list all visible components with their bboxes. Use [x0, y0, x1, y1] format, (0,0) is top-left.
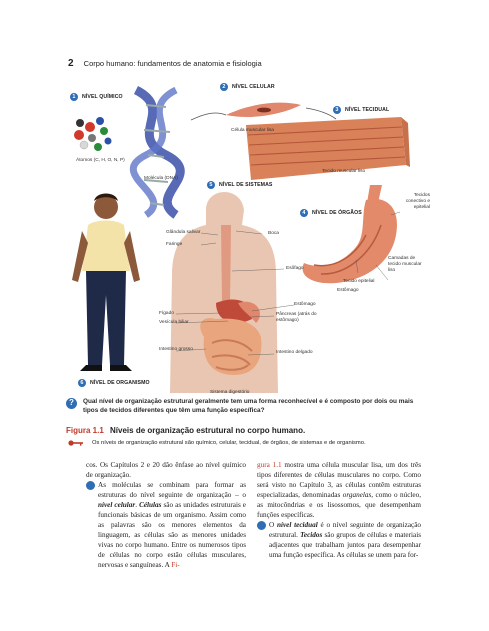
running-header — [68, 58, 262, 69]
label-digestive-system: Sistema digestório — [210, 390, 250, 395]
figure-caption — [68, 440, 366, 446]
figure-caption-text: Os níveis de organização estrutural são químico, celular, tecidual, de órgãos, de sistemas e de organismo. — [92, 440, 366, 446]
figure-reference-link[interactable]: gura 1.1 — [257, 461, 282, 469]
label-dna: Molécula (DNA) — [144, 176, 178, 181]
muscle-cell-illustration — [226, 103, 301, 117]
level-label: NÍVEL QUÍMICO — [82, 94, 123, 100]
boy-illustration — [72, 194, 140, 372]
label-connective: Tecidos conectivo e epitelial — [405, 193, 430, 210]
label-salivary: Glândula salivar — [166, 230, 201, 235]
label-atoms: Átomos (C, H, O, N, P) — [76, 158, 125, 163]
paragraph: gura 1.1 mostra uma célula muscular lisa, um dos três tipos diferentes de células musculares no corpo. Como será visto no Capítulo 3, as células contêm estruturas especializadas, denominadas organelas, como o núcleo, as mitocôndrias e os lisossomos, que desempenham funções específicas. — [257, 461, 421, 519]
running-title: Corpo humano: fundamentos de anatomia e fisiologia — [83, 59, 262, 68]
level-number-badge: 3 — [333, 106, 341, 114]
paragraph: 2 As moléculas se combinam para formar as estruturas do nível seguinte de organização – o nível celular. Células são as unidades estruturais e funcionais básicas de um organismo. Assim como as palavras são os menores elementos da linguagem, as células são as menores unidades vivas no corpo humano. Entre os numerosos tipos de células no corpo estão células musculares, nervosas e sanguíneas. A Fi- — [78, 481, 246, 569]
level-cellular — [220, 83, 275, 91]
figure-title-text: Níveis de organização estrutural no corpo humano. — [110, 426, 306, 435]
label-pharynx: Faringe — [166, 242, 183, 247]
torso-illustration — [170, 192, 278, 393]
key-icon — [68, 440, 84, 446]
label-small-intestine: Intestino delgado — [276, 350, 313, 355]
arrow-icon — [306, 108, 336, 119]
level-label: NÍVEL CELULAR — [232, 84, 275, 90]
level-organ — [300, 209, 362, 217]
level-label: NÍVEL TECIDUAL — [345, 107, 390, 113]
paragraph: cos. Os Capítulos 2 e 20 dão ênfase ao nível químico de organização. — [86, 461, 246, 479]
figure-number: Figura 1.1 — [66, 426, 104, 435]
label-liver: Fígado — [159, 311, 174, 316]
label-stomach: Estômago — [294, 302, 316, 307]
atoms-illustration — [74, 117, 112, 151]
level-number-badge: 5 — [207, 181, 215, 189]
body-column-left — [78, 460, 246, 570]
label-large-intestine: Intestino grosso — [159, 347, 193, 352]
body-column-right — [249, 460, 421, 560]
paragraph-number-badge: 3 — [257, 521, 266, 530]
arrow-icon — [191, 113, 226, 120]
paragraph-number-badge: 2 — [86, 481, 95, 490]
figure-question — [66, 398, 420, 415]
level-organism — [78, 379, 150, 387]
paragraph: 3 O nível tecidual é o nível seguinte de organização estrutural. Tecidos são grupos de células e materiais adjacentes que trabalham juntos para desempenhar uma função específica. As células se unem para for- — [249, 521, 421, 559]
level-label: NÍVEL DE SISTEMAS — [219, 182, 273, 188]
level-number-badge: 6 — [78, 379, 86, 387]
label-pancreas: Pâncreas (atrás do estômago) — [276, 312, 317, 323]
label-smooth-cell: Célula muscular lisa — [231, 128, 274, 133]
label-gallbladder: Vesícula biliar — [159, 320, 189, 325]
question-icon: ? — [66, 398, 77, 409]
label-esophagus: Esôfago — [286, 266, 304, 271]
stomach-illustration — [303, 185, 397, 283]
figure-illustration — [66, 75, 426, 395]
question-text: Qual nível de organização estrutural geralmente tem uma forma reconhecível e é composto por dois ou mais tipos de tecidos diferentes que têm uma função específica? — [83, 398, 414, 414]
label-smooth-tissue: Tecido muscular liso — [322, 169, 366, 174]
level-number-badge: 1 — [70, 93, 78, 101]
level-number-badge: 4 — [300, 209, 308, 217]
dna-illustration — [133, 90, 180, 215]
level-system — [207, 181, 273, 189]
label-mouth: Boca — [268, 231, 279, 236]
label-epithelial: Tecido epitelial — [343, 279, 375, 284]
level-label: NÍVEL DE ORGANISMO — [90, 380, 150, 386]
page-number: 2 — [68, 58, 74, 69]
level-number-badge: 2 — [220, 83, 228, 91]
figure-reference-link[interactable]: Fi- — [171, 561, 180, 569]
figure-title — [66, 426, 305, 435]
level-chemical — [70, 93, 123, 101]
level-label: NÍVEL DE ÓRGÃOS — [312, 210, 362, 216]
label-stomach-organ: Estômago — [337, 288, 359, 293]
level-tissue — [333, 106, 389, 114]
label-muscle-layers: Camadas de tecido muscular liso — [388, 256, 422, 273]
